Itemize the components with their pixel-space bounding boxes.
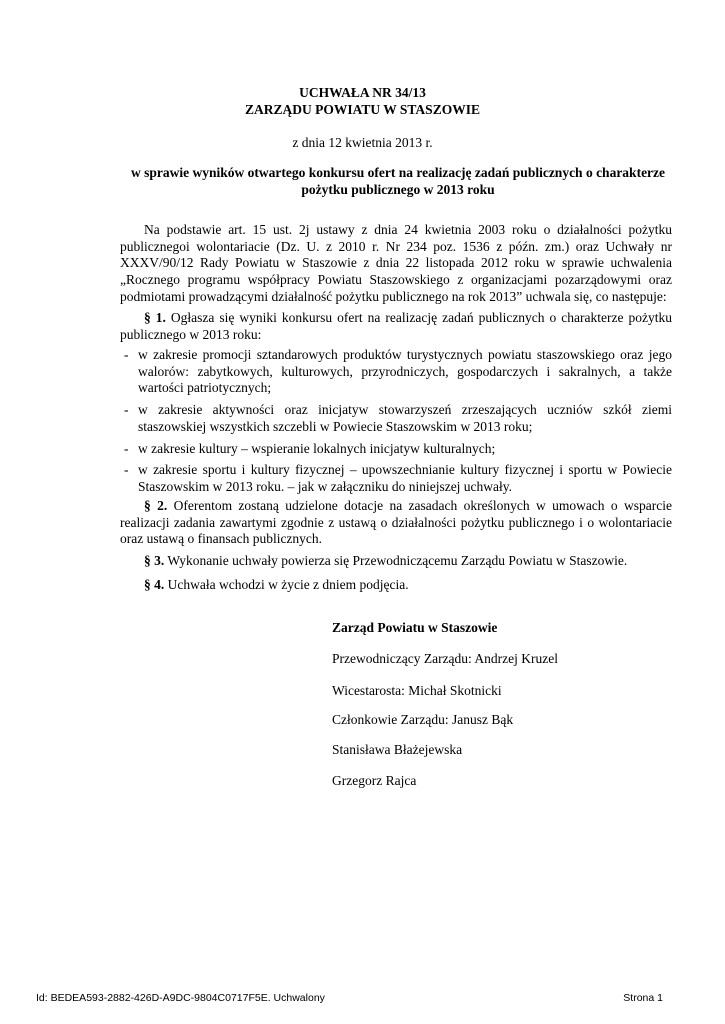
- section-2-label: § 2.: [144, 498, 168, 513]
- issuing-body: ZARZĄDU POWIATU W STASZOWIE: [245, 102, 480, 117]
- resolution-date: z dnia 12 kwietnia 2013 r.: [292, 135, 433, 150]
- member-signatory: Grzegorz Rajca: [332, 773, 417, 788]
- member-signatory: Stanisława Błażejewska: [332, 742, 463, 757]
- board-name: Zarząd Powiatu w Staszowie: [332, 620, 498, 635]
- chair-signatory: Przewodniczący Zarządu: Andrzej Kruzel: [332, 651, 559, 666]
- members-signatory: Członkowie Zarządu: Janusz Bąk: [332, 712, 514, 727]
- list-item-text: w zakresie sportu i kultury fizycznej – upowszechnianie kultury fizycznej i sportu w Powiecie Staszowskim w 2013 roku. – jak w załączniku do niniejszej uchwały.: [138, 462, 672, 494]
- task-list: [124, 347, 672, 501]
- list-item-text: w zakresie kultury – wspieranie lokalnych inicjatyw kulturalnych;: [138, 440, 496, 456]
- section-1-label: § 1.: [144, 310, 166, 325]
- section-4-label: § 4.: [144, 577, 165, 592]
- resolution-subject: w sprawie wyników otwartego konkursu ofert na realizację zadań publicznych o charakterze pożytku publicznego w 2013 roku: [130, 165, 666, 197]
- list-dash: -: [124, 402, 129, 418]
- section-1-text: Ogłasza się wyniki konkursu ofert na realizację zadań publicznych o charakterze pożytku publicznego w 2013 roku:: [120, 310, 673, 342]
- section-4: [120, 577, 672, 594]
- preamble-paragraph: Na podstawie art. 15 ust. 2j ustawy z dnia 24 kwietnia 2003 roku o działalności pożytku publicznegoi wolontariacie (Dz. U. z 2010 r. Nr 234 poz. 1536 z późn. zm.) oraz Uchwały nr XXXV/90/12 Rady Powiatu w Staszowie z dnia 22 listopada 2012 roku w sprawie uchwalenia „Rocznego programu współpracy Powiatu Staszowskiego z organizacjami pozarządowymi oraz podmiotami prowadzącymi działalność pożytku publicznego na rok 2013” uchwala się, co następuje:: [120, 222, 672, 304]
- page-number: Strona 1: [623, 992, 663, 1004]
- document-id: Id: BEDEA593-2882-426D-A9DC-9804C0717F5E. Uchwalony: [36, 992, 325, 1004]
- resolution-number: UCHWAŁA NR 34/13: [299, 85, 426, 100]
- section-3-label: § 3.: [144, 553, 165, 568]
- list-item: [124, 441, 672, 458]
- section-2: [120, 498, 672, 548]
- deputy-signatory: Wicestarosta: Michał Skotnicki: [332, 683, 502, 698]
- section-4-text: Uchwała wchodzi w życie z dniem podjęcia.: [164, 577, 409, 592]
- list-item-text: w zakresie promocji sztandarowych produktów turystycznych powiatu staszowskiego oraz jego walorów: zabytkowych, kulturowych, przyrodniczych, gospodarczych i sakralnych, a także wartości patriotycznych;: [138, 347, 672, 396]
- list-item: [124, 347, 672, 397]
- list-dash: -: [124, 462, 129, 478]
- section-1: [120, 310, 672, 343]
- list-dash: -: [124, 440, 129, 456]
- section-3-text: Wykonanie uchwały powierza się Przewodniczącemu Zarządu Powiatu w Staszowie.: [164, 553, 628, 568]
- list-item: [124, 462, 672, 495]
- list-dash: -: [124, 347, 129, 362]
- section-2-text: Oferentom zostaną udzielone dotacje na zasadach określonych w umowach o wsparcie realizacji zadania zawartymi zgodnie z ustawą o działalności pożytku publicznego i o wolontariacie oraz ustawą o finansach publicznych.: [120, 498, 672, 547]
- list-item: [124, 402, 672, 435]
- list-item-text: w zakresie aktywności oraz inicjatyw stowarzyszeń zrzeszających uczniów szkół ziemi staszowskiej wszystkich szczebli w Powiecie Staszowskim w 2013 roku;: [138, 402, 672, 434]
- section-3: [120, 553, 672, 570]
